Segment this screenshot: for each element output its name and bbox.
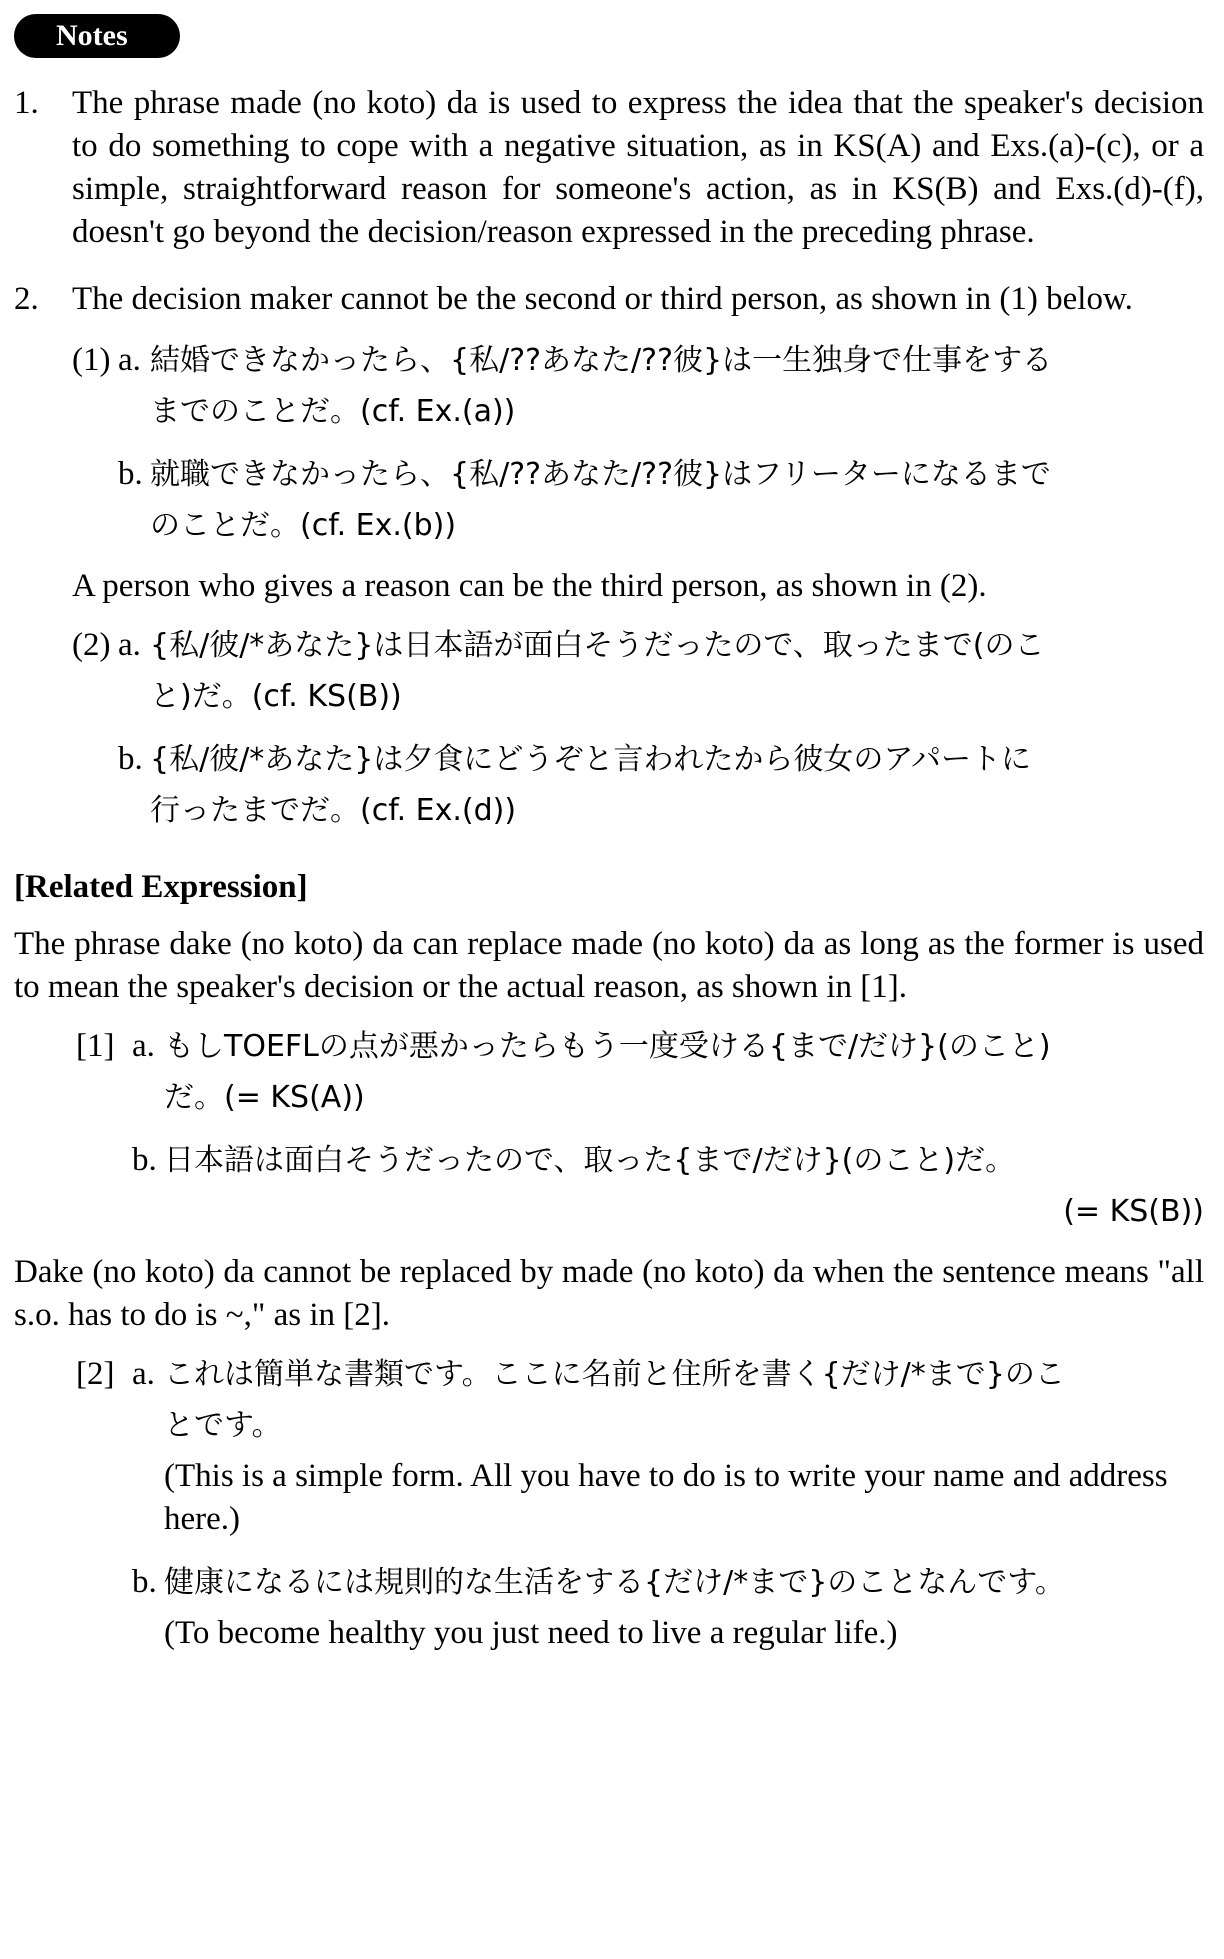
related-paragraph-1: The phrase dake (no koto) da can replace made (no koto) da as long as the former is used to mean the speaker's decision or the actual reason, as shown in [1]. (14, 926, 1204, 1005)
note-text: The phrase made (no koto) da is used to express the idea that the speaker's decision to do something to cope with a negative situation, as in KS(A) and Exs.(a)-(c), or a simple, straightforward reason for someone's action, as in KS(B) and Exs.(d)-(f), doesn't go beyond the decision/reason expressed in the preceding phrase. (72, 85, 1204, 250)
example-letter: b. (118, 456, 143, 492)
example-label-spacer (76, 1561, 132, 1663)
example-text (164, 1561, 1204, 1663)
example-label-spacer (76, 1139, 132, 1241)
related-example-2a (76, 1353, 1204, 1549)
notes-badge: Notes (14, 14, 180, 58)
example-letter: a. (132, 1028, 155, 1064)
note-body (72, 278, 1204, 840)
example-text (150, 624, 1204, 726)
example-line: 結婚できなかったら、{私/??あなた/??彼}は一生独身で仕事をする (150, 343, 1053, 378)
example-text (164, 1025, 1204, 1127)
example-line: (= KS(B)) (1063, 1194, 1204, 1229)
related-examples-1 (14, 1025, 1204, 1241)
related-example-1b (76, 1139, 1204, 1241)
example-text (164, 1139, 1204, 1241)
example-letter: a. (118, 627, 141, 663)
example-line: だ。(= KS(A)) (164, 1080, 365, 1115)
example-text (150, 339, 1204, 441)
between-text: A person who gives a reason can be the third person, as shown in (2). (72, 568, 987, 604)
related-example-1a (76, 1025, 1204, 1127)
note-2 (14, 278, 1204, 840)
example-letter: b. (132, 1142, 157, 1178)
note-1 (14, 82, 1204, 254)
note-number: 1. (14, 85, 39, 121)
example-text (150, 738, 1204, 840)
example-label: (1) (72, 342, 111, 378)
related-examples-2 (14, 1353, 1204, 1663)
note-text: The decision maker cannot be the second or third person, as shown in (1) below. (72, 281, 1133, 317)
example-line: とです。 (164, 1408, 282, 1443)
example-translation: (This is a simple form. All you have to do is to write your name and address here.) (164, 1458, 1168, 1537)
example-letter: b. (118, 741, 143, 777)
example-line: と)だ。(cf. KS(B)) (150, 679, 402, 714)
example-line: のことだ。(cf. Ex.(b)) (150, 508, 457, 543)
example-line: {私/彼/*あなた}は日本語が面白そうだったので、取ったまで(のこ (150, 628, 1045, 663)
example-letter: a. (118, 342, 141, 378)
example-label: (2) (72, 627, 111, 663)
related-paragraph-2: Dake (no koto) da cannot be replaced by made (no koto) da when the sentence means "all s.o. has to do is ~," as in [2]. (14, 1254, 1204, 1333)
related-heading: [Related Expression] (14, 869, 308, 905)
example-line: もしTOEFLの点が悪かったらもう一度受ける{まで/だけ}(のこと) (164, 1029, 1051, 1064)
example-label-spacer (72, 453, 118, 555)
example-line: 行ったまでだ。(cf. Ex.(d)) (150, 793, 517, 828)
example-line: 日本語は面白そうだったので、取った{まで/だけ}(のこと)だ。 (164, 1143, 1016, 1178)
example-label: [2] (76, 1356, 115, 1392)
example-2a (72, 624, 1204, 726)
example-label: [1] (76, 1028, 115, 1064)
example-2b (72, 738, 1204, 840)
example-line: {私/彼/*あなた}は夕食にどうぞと言われたから彼女のアパートに (150, 742, 1031, 777)
example-text (150, 453, 1204, 555)
example-line: 就職できなかったら、{私/??あなた/??彼}はフリーターになるまで (150, 457, 1051, 492)
example-line: これは簡単な書類です。ここに名前と住所を書く{だけ/*まで}のこ (164, 1357, 1065, 1392)
example-letter: a. (132, 1356, 155, 1392)
example-line: 健康になるには規則的な生活をする{だけ/*まで}のことなんです。 (164, 1565, 1065, 1600)
example-line: までのことだ。(cf. Ex.(a)) (150, 394, 516, 429)
example-label-spacer (72, 738, 118, 840)
example-text (164, 1353, 1204, 1549)
example-letter: b. (132, 1564, 157, 1600)
note-number: 2. (14, 281, 39, 317)
example-translation: (To become healthy you just need to live a regular life.) (164, 1615, 898, 1651)
example-1a (72, 339, 1204, 441)
related-example-2b (76, 1561, 1204, 1663)
example-1b (72, 453, 1204, 555)
